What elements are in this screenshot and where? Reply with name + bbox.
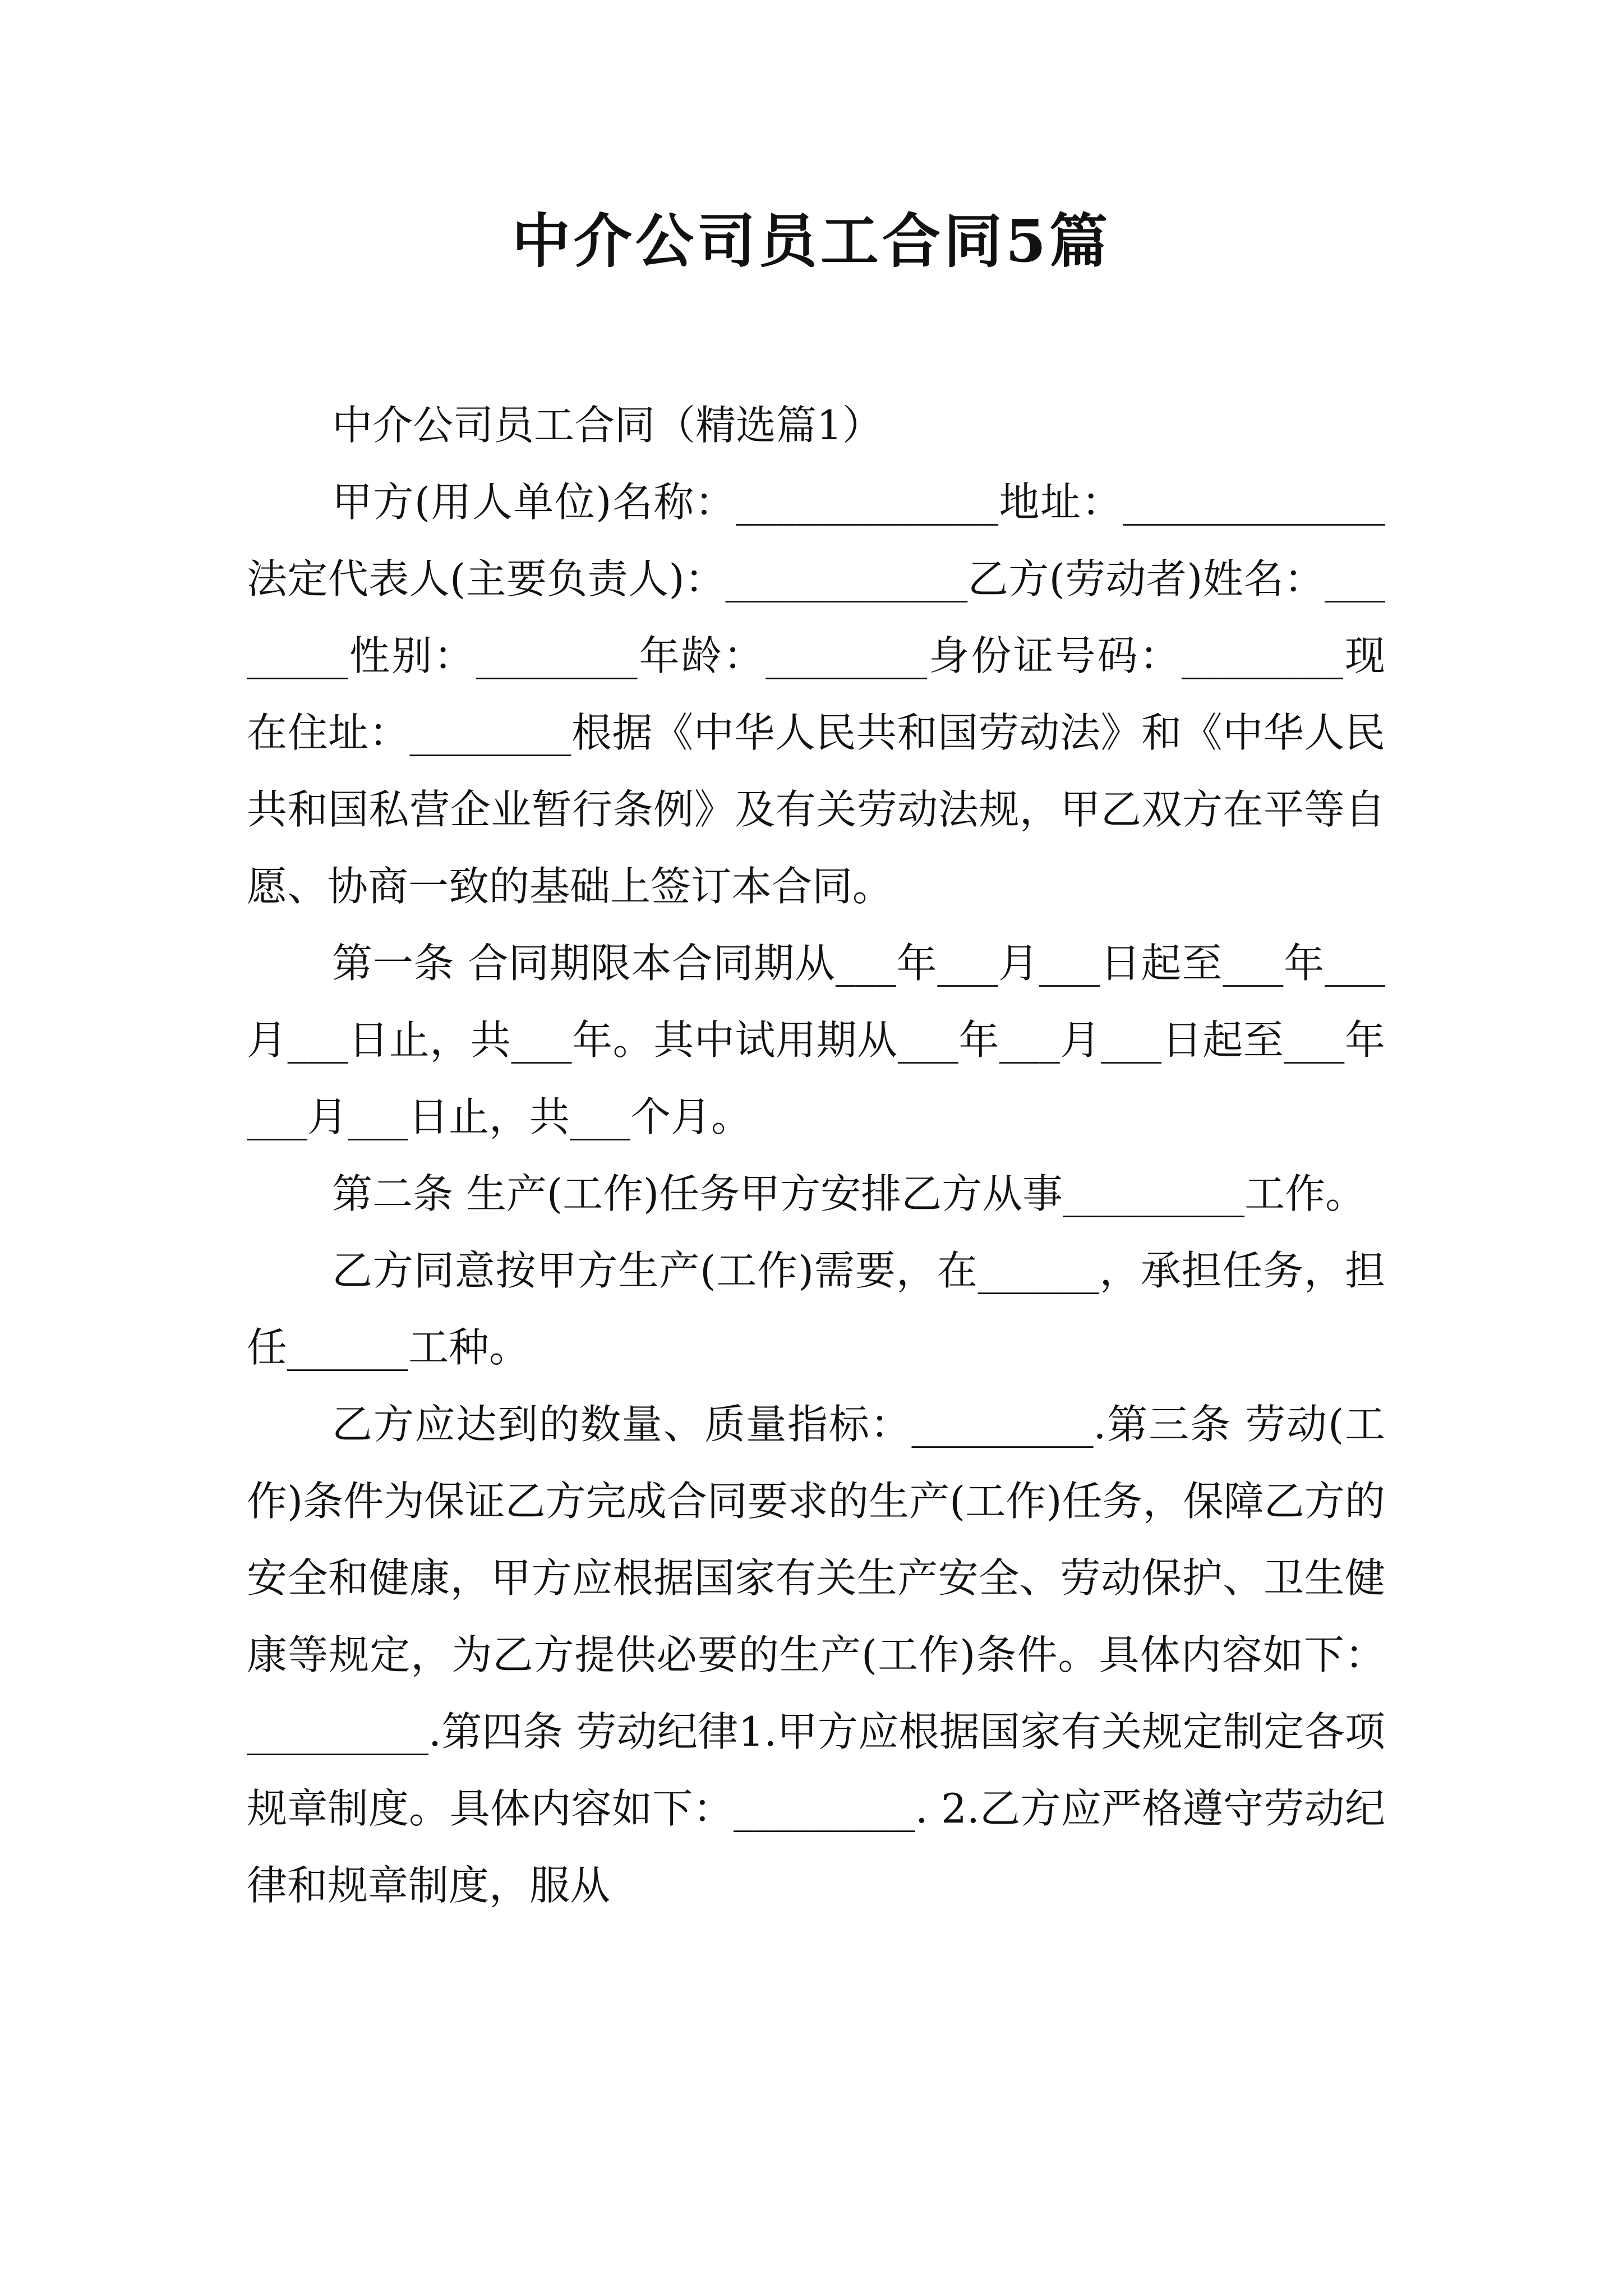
paragraph-article-1: 第一条 合同期限本合同期从___年___月___日起至___年___月___日止，共___年。其中试用期从___年___月___日起至___年___月___日止，共___个月。 — [247, 940, 1385, 1140]
paragraph-article-3-4: 乙方应达到的数量、质量指标：_________.第三条 劳动(工作)条件为保证乙方完成合同要求的生产(工作)任务，保障乙方的安全和健康，甲方应根据国家有关生产安全、劳动保护、卫生健康等规定，为乙方提供必要的生产(工作)条件。具体内容如下：_________.第四条 劳动纪律1.甲方应根据国家有关规定制定各项规章制度。具体内容如下：_________. 2.乙方应严格遵守劳动纪律和规章制度，服从 — [247, 1401, 1385, 1909]
document-title: 中介公司员工合同5篇 — [511, 206, 1112, 275]
paragraph-assignment: 乙方同意按甲方生产(工作)需要，在______，承担任务，担任______工种。 — [247, 1247, 1385, 1371]
paragraph-article-2: 第二条 生产(工作)任务甲方安排乙方从事_________工作。 — [332, 1170, 1366, 1217]
paragraph-parties: 甲方(用人单位)名称：_____________地址：_____________法定代表人(主要负责人)：____________乙方(劳动者)姓名：________性别：________年龄：________身份证号码：________现在住址：________根据《中华人民共和国劳动法》和《中华人民共和国私营企业暂行条例》及有关劳动法规，甲乙双方在平等自愿、协商一致的基础上签订本合同。 — [247, 478, 1385, 910]
document-body — [247, 387, 1385, 1924]
section-heading: 中介公司员工合同（精选篇1） — [332, 402, 883, 449]
